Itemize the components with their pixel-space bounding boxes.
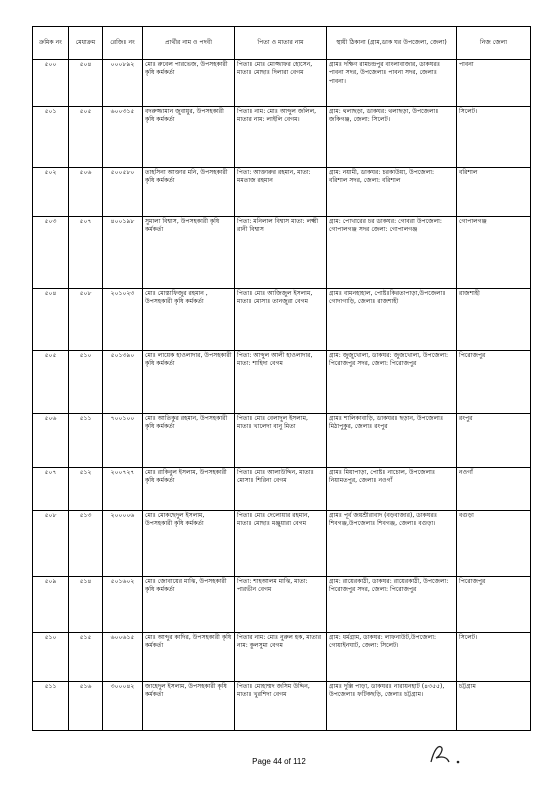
cell-merit: ৫০৬	[69, 168, 103, 217]
table-row	[33, 351, 531, 414]
cell-district: সিলেট।	[457, 633, 531, 682]
cell-name: জাহেদুল ইসলাম, উপসহকারী কৃষি কর্মকর্তা	[143, 682, 235, 731]
cell-district: পিরোজপুর	[457, 577, 531, 633]
cell-address: গ্রাম: থলাছড়া, ডাকঘর: থলাছড়া, উপজেলাঃ জকিগঞ্জ, জেলা: সিলেট।	[327, 107, 457, 168]
cell-district: পাবনা	[457, 60, 531, 107]
header-serial: ক্রমিক নং	[33, 27, 69, 60]
cell-name: মোঃ আব্দুর কাদির, উপসহকারী কৃষি কর্মকর্তা	[143, 633, 235, 682]
cell-reg: ০০০৮৯২	[103, 60, 143, 107]
cell-merit: ৫১০	[69, 351, 103, 414]
table-row	[33, 511, 531, 577]
cell-serial: ৫০২	[33, 168, 69, 217]
cell-name: মোঃ আতিকুর রহমান, উপসহকারী কৃষি কর্মকর্তা	[143, 414, 235, 468]
cell-address: গ্রামঃ মিয়াপাড়া, পোষ্টঃ নাচোল, উপজেলাঃ নিয়ামতপুর, জেলাঃ নওগাঁ	[327, 468, 457, 511]
cell-serial: ৫১০	[33, 633, 69, 682]
cell-reg: ৫০০৫৮০	[103, 168, 143, 217]
cell-district: গোপালগঞ্জ	[457, 217, 531, 289]
page-number: Page 44 of 112	[252, 757, 306, 766]
cell-serial: ৫০৪	[33, 289, 69, 351]
cell-parents: পিতা: আক্তারুর রহমান, মাতা: মমতাজ রহমান	[235, 168, 327, 217]
header-address: স্থায়ী ঠিকানা (গ্রাম,ডাক ঘর উপজেলা, জেলা)	[327, 27, 457, 60]
header-district: নিজ জেলা	[457, 27, 531, 60]
cell-name: সুমালা বিশ্বাস, উপসহকারী কৃষি কর্মকর্তা	[143, 217, 235, 289]
cell-merit: ৫১২	[69, 468, 103, 511]
cell-serial: ৫১১	[33, 682, 69, 731]
table-row	[33, 633, 531, 682]
cell-district: বরিশাল	[457, 168, 531, 217]
cell-serial: ৫০৩	[33, 217, 69, 289]
cell-address: গ্রামঃ দুল্লি পাড়া, ডাকঘরঃ নারায়নহাট (৪৩৫৫), উপজেলাঃ ফটিকছড়ি, জেলাঃ চট্টগ্রাম।	[327, 682, 457, 731]
cell-parents: পিতাঃ মোঃ বেলাদুল ইসলাম, মাতাঃ খালেদা বানু মিতা	[235, 414, 327, 468]
cell-name: মোঃ লায়েক হাওলাদার, উপসহকারী কৃষি কর্মকর্তা	[143, 351, 235, 414]
cell-reg: ৫০১৩৯০	[103, 351, 143, 414]
signature-mark	[428, 742, 464, 766]
header-merit: মেধাক্রম	[69, 27, 103, 60]
cell-parents: পিতাঃ মোহাম্মদ জসিম উদ্দিন, মাতাঃ খুরশিদা বেগম	[235, 682, 327, 731]
cell-address: গ্রামঃ পূর্ব জয়শ্রীরাবাদ (বড়বাজার), ডাকঘরঃ শিবগঞ্জ,উপজেলাঃ শিবগঞ্জ, জেলাঃ বগুড়া।	[327, 511, 457, 577]
cell-name: বদরুজ্জামান জুবায়ুর, উপসহকারী কৃষি কর্মকর্তা	[143, 107, 235, 168]
cell-address: গ্রাম: পোখারের চর ডাকঘর: গোবরা উপজেলা: গোপালগঞ্জ সদর জেলা: গোপালগঞ্জ	[327, 217, 457, 289]
table-row	[33, 60, 531, 107]
header-parents: পিতা ও মাতার নাম	[235, 27, 327, 60]
cell-serial: ৫০০	[33, 60, 69, 107]
cell-address: গ্রামঃ বামনহাহাল, পোষ্টঃকিরতাপাড়া,উপজেলাঃ গোদাগাড়ি, জেলাঃ রাজশাহী	[327, 289, 457, 351]
cell-parents: পিতা: শাহআলম মাঝি, মাতা: পারভীন বেগম	[235, 577, 327, 633]
cell-district: নওগাঁ	[457, 468, 531, 511]
cell-name: মোঃ রুবেল পারভেজ, উপসহকারী কৃষি কর্মকর্তা	[143, 60, 235, 107]
cell-serial: ৫০৭	[33, 468, 69, 511]
header-reg: রেজিঃ নং	[103, 27, 143, 60]
cell-address: গ্রাম: জুজুখোলা, ডাকঘর: জুজখোলা, উপজেলা: পিরোজপুর সদর, জেলা: পিরোজপুর	[327, 351, 457, 414]
cell-name: মোঃ জোবায়ের মাঝি, উপসহকারী কৃষি কর্মকর্তা	[143, 577, 235, 633]
cell-name: মোঃ মোকছেদুল ইসলাম, উপসহকারী কৃষি কর্মকর্তা	[143, 511, 235, 577]
cell-reg: ২০০০০৬	[103, 511, 143, 577]
cell-merit: ৫০৫	[69, 107, 103, 168]
cell-merit: ৫১৩	[69, 511, 103, 577]
cell-address: গ্রামঃ দক্ষিণ রামচন্দ্রপুর বাংলাবাজার, ডাকঘরঃ পাবনা সদর, উপজেলাঃ পাবনা সদর, জেলাঃ পাবনা।	[327, 60, 457, 107]
table-row	[33, 468, 531, 511]
cell-parents: পিতাঃ মোঃ মোজ্জাফর হোসেন, মাতাঃ মোছাঃ দিলারা বেগম	[235, 60, 327, 107]
cell-name: মোঃ রাকিবুল ইসলাম, উপসহকারী কৃষি কর্মকর্তা	[143, 468, 235, 511]
table-header-row	[33, 27, 531, 60]
table-row	[33, 107, 531, 168]
cell-parents: পিতা: আব্দুল আলী হাওলাদার, মাতা: শাহিদা বেগম	[235, 351, 327, 414]
cell-serial: ৫০৮	[33, 511, 69, 577]
cell-parents: পিতাঃ নাম: মোঃ আব্দুল জলিল, মাতার নাম: লাইলি বেগম।	[235, 107, 327, 168]
table-row	[33, 289, 531, 351]
cell-district: বগুড়া	[457, 511, 531, 577]
cell-district: পিরোজপুর	[457, 351, 531, 414]
table-row	[33, 682, 531, 731]
cell-reg: ৩০০০৪২	[103, 682, 143, 731]
table-row	[33, 577, 531, 633]
cell-address: গ্রাম: নয়ামী, ডাকঘর: চরকাউয়া, উপজেলা: বরিশাল সদর, জেলা: বরিশাল	[327, 168, 457, 217]
cell-merit: ৫০৮	[69, 289, 103, 351]
cell-district: রাজশাহী	[457, 289, 531, 351]
cell-parents: পিতার নাম: মোঃ নুরুল হক, মাতার নাম: কুলসুমা বেগম	[235, 633, 327, 682]
cell-merit: ৫০৪	[69, 60, 103, 107]
cell-merit: ৫১৬	[69, 682, 103, 731]
cell-district: রংপুর	[457, 414, 531, 468]
cell-name: মোঃ মোস্তাফিজুর রহমান , উপসহকারী কৃষি কর্মকর্তা	[143, 289, 235, 351]
table-row	[33, 217, 531, 289]
cell-reg: ৬০০৬১৫	[103, 633, 143, 682]
cell-serial: ৫০৫	[33, 351, 69, 414]
cell-address: গ্রামঃ শালিকাবাড়ি, ডাকঘরঃ ছড়ান, উপজেলাঃ মিঠাপুকুর, জেলাঃ রংপুর	[327, 414, 457, 468]
cell-serial: ৫০৬	[33, 414, 69, 468]
cell-merit: ৫১৫	[69, 633, 103, 682]
cell-district: সিলেট।	[457, 107, 531, 168]
cell-serial: ৫০৯	[33, 577, 69, 633]
cell-reg: ৬০০৩১৫	[103, 107, 143, 168]
cell-merit: ৫১৪	[69, 577, 103, 633]
table-row	[33, 414, 531, 468]
cell-parents: পিতাঃ মোঃ আজিজুল ইসলাম, মাতাঃ মোসাঃ তানজুরা বেগম	[235, 289, 327, 351]
cell-merit: ৫১১	[69, 414, 103, 468]
cell-district: চট্টগ্রাম	[457, 682, 531, 731]
cell-reg: ২০০৭২৭	[103, 468, 143, 511]
header-name: প্রার্থীর নাম ও পদবী	[143, 27, 235, 60]
candidate-table	[32, 26, 531, 731]
cell-merit: ৫০৭	[69, 217, 103, 289]
cell-reg: ২০১০২৩	[103, 289, 143, 351]
cell-reg: ৫০১৬০২	[103, 577, 143, 633]
cell-parents: পিতাঃ মোঃ দেলোয়ার রহমান, মাতাঃ মোছাঃ মঞ্জুয়ারা বেগম	[235, 511, 327, 577]
cell-address: গ্রাম: রায়েরকাঠী, ডাকঘর: রায়েরকাঠী, উপজেলা: পিরোজপুর সদর, জেলা: পিরোজপুর	[327, 577, 457, 633]
cell-address: গ্রাম: ধর্মগ্রাম, ডাকঘর: লাফনাউট,উপজেলা: গোয়াইনঘাট, জেলা: সিলেট।	[327, 633, 457, 682]
cell-reg: ৭০০১০০	[103, 414, 143, 468]
cell-reg: ৪০০১৯৮	[103, 217, 143, 289]
table-row	[33, 168, 531, 217]
cell-parents: পিতা: মনিলাল বিশ্বাস মাতা: লক্ষ্মী রানী বিশ্বাস	[235, 217, 327, 289]
cell-name: তাহসিনা আক্তার মনি, উপসহকারী কৃষি কর্মকর্তা	[143, 168, 235, 217]
cell-parents: পিতাঃ মোঃ আলাউদ্দিন, মাতাঃ মোসাঃ শিরিনা বেগম	[235, 468, 327, 511]
cell-serial: ৫০১	[33, 107, 69, 168]
